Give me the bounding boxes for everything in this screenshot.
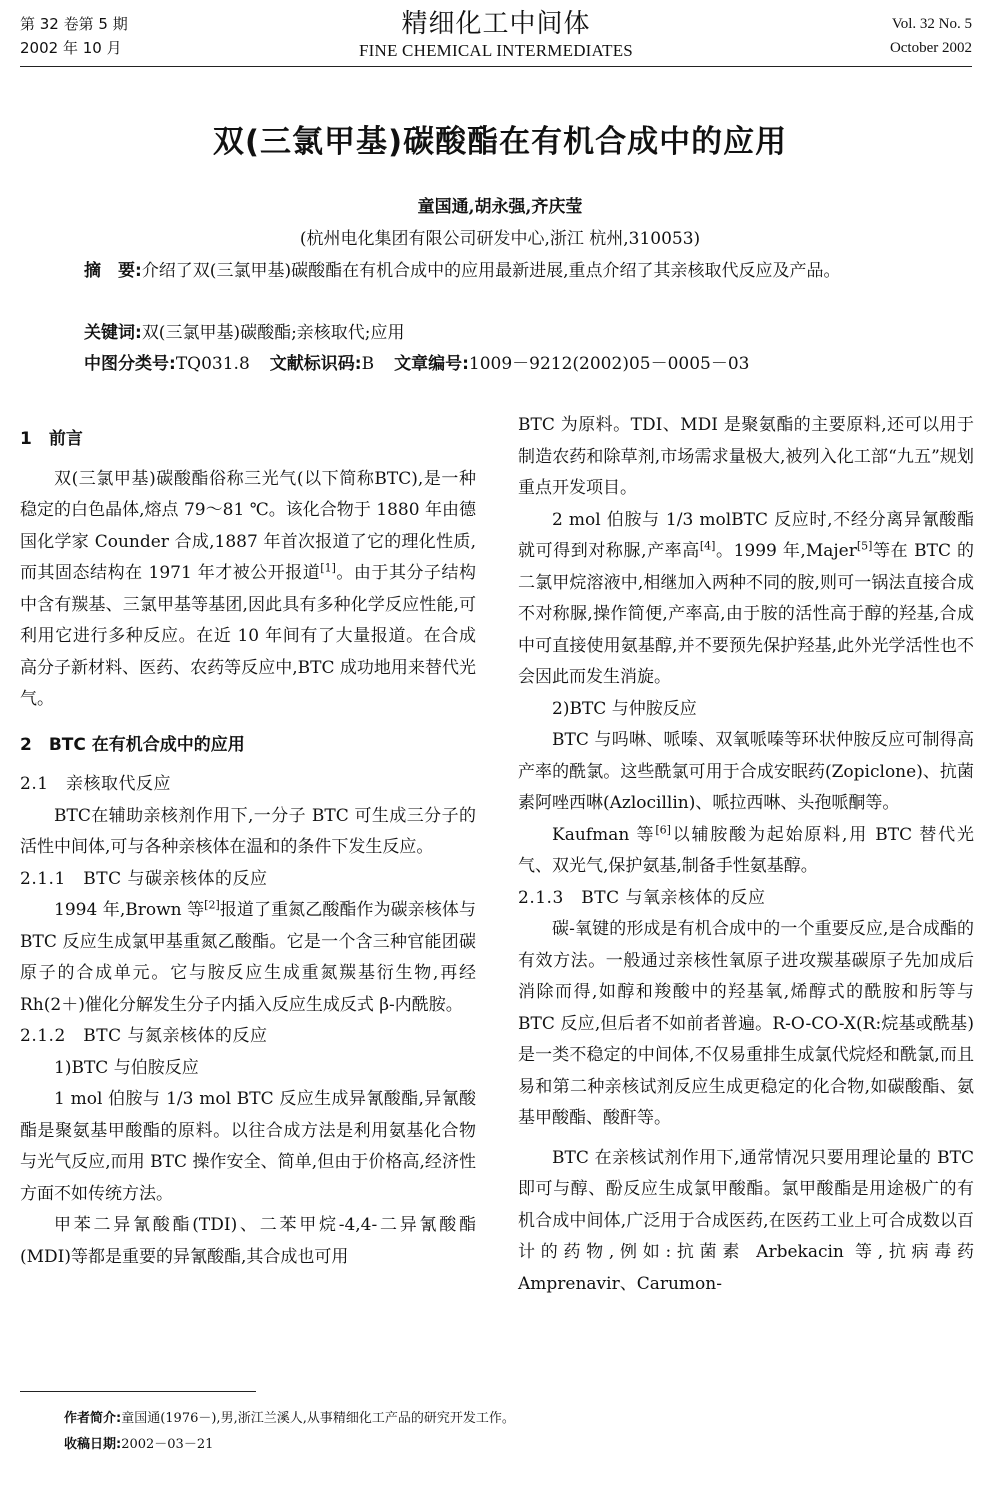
- footnote-date-text: 2002－03－21: [121, 1437, 214, 1452]
- paragraph: 碳-氧键的形成是有机合成中的一个重要反应,是合成酯的有效方法。一般通过亲核性氧原子进攻羰基碳原子先加成后消除而得,如醇和羧酸中的羟基氧,烯醇式的酰胺和肟等与 BTC 反应,但后者不如前者普遍。R-O-CO-X(R:烷基或酰基)是一类不稳定的中间体,不仅易重排生成氯代烷烃和酰氯,而且易和第二种亲核试剂反应生成更稳定的化合物,如碳酸酯、氨基甲酸酯、酸酐等。: [518, 919, 974, 1128]
- citation-ref: [2]: [204, 898, 220, 912]
- subsection-heading-2-1-3: 2.1.3 BTC 与氧亲核体的反应: [518, 887, 766, 908]
- paragraph: [518, 820, 974, 883]
- header-date-en: October 2002: [889, 40, 972, 56]
- citation-ref: [5]: [856, 539, 873, 553]
- paragraph-text: 2 mol 伯胺与 1/3 molBTC 反应时,不经分离异氰酸酯就可得到对称脲,产率高: [518, 509, 974, 561]
- clc-label: 中图分类号:: [84, 354, 176, 374]
- article-number-label: 文章编号:: [394, 354, 469, 374]
- paragraph: [20, 464, 476, 716]
- list-item: 1)BTC 与伯胺反应: [54, 1057, 199, 1078]
- clc-value: TQ031.8: [175, 354, 250, 374]
- right-column: [518, 410, 974, 1300]
- header-date-cn: 2002 年 10 月: [20, 39, 122, 57]
- journal-name-en: FINE CHEMICAL INTERMEDIATES: [359, 41, 633, 60]
- paragraph: [518, 505, 974, 694]
- citation-ref: [1]: [320, 561, 336, 575]
- citation-ref: [6]: [655, 822, 671, 836]
- paper-affiliation: (杭州电化集团有限公司研发中心,浙江 杭州,310053): [299, 229, 701, 249]
- paper-title: 双(三氯甲基)碳酸酯在有机合成中的应用: [212, 124, 788, 160]
- subsection-heading-2-1-2: 2.1.2 BTC 与氮亲核体的反应: [20, 1026, 268, 1046]
- paragraph-text: 1994 年,Brown 等: [54, 900, 205, 920]
- footnote-divider: [20, 1391, 256, 1392]
- footnote-date-label: 收稿日期:: [64, 1437, 122, 1452]
- header-volume-en: Vol. 32 No. 5: [891, 16, 972, 32]
- paragraph-text: Kaufman 等: [552, 824, 656, 845]
- doc-code-value: B: [361, 354, 375, 374]
- paragraph-text: 以辅胺酸为起始原料,用 BTC 替代光气、双光气,保护氨基,制备手性氨基醇。: [518, 824, 974, 876]
- keywords-label: 关键词:: [84, 323, 142, 343]
- section-heading-1: 1 前言: [20, 429, 83, 449]
- footnote-author-text: 童国通(1976－),男,浙江兰溪人,从事精细化工产品的研究开发工作。: [121, 1411, 515, 1426]
- paragraph: [20, 895, 476, 1021]
- footnote-received-date: [64, 1434, 213, 1456]
- paragraph-text: 报道了重氮乙酸酯作为碳亲核体与 BTC 反应生成氯甲基重氮乙酸酯。它是一个含三种官能团碳原子的合成单元。它与胺反应生成重氮羰基衍生物,再经 Rh(2＋)催化分解发生分子内插入反应生成反式 β-内酰胺。: [20, 900, 476, 1015]
- paragraph: 1 mol 伯胺与 1/3 mol BTC 反应生成异氰酸酯,异氰酸酯是聚氨基甲酸酯的原料。以往合成方法是利用氨基化合物与光气反应,而用 BTC 操作安全、简单,但由于价格高,经济性方面不如传统方法。: [20, 1089, 476, 1204]
- abstract: [84, 256, 928, 287]
- list-item: 2)BTC 与仲胺反应: [552, 698, 697, 719]
- classification-line: [84, 349, 928, 380]
- paragraph: BTC 为原料。TDI、MDI 是聚氨酯的主要原料,还可以用于制造农药和除草剂,市场需求量极大,被列入化工部“九五”规划重点开发项目。: [518, 415, 974, 498]
- subsection-heading-2-1-1: 2.1.1 BTC 与碳亲核体的反应: [20, 868, 268, 889]
- footnote-author: [64, 1408, 515, 1430]
- paragraph: 甲苯二异氰酸酯(TDI)、二苯甲烷-4,4-二异氰酸酯(MDI)等都是重要的异氰酸酯,其合成也可用: [20, 1215, 476, 1267]
- header-journal: [20, 8, 972, 62]
- header-issue-en: [890, 12, 972, 60]
- paragraph: BTC 与吗啉、哌嗪、双氧哌嗪等环状仲胺反应可制得高产率的酰氯。这些酰氯可用于合成安眠药(Zopiclone)、抗菌素阿唑西啉(Azlocillin)、哌拉西啉、头孢哌酮等。: [518, 730, 974, 813]
- doc-code-label: 文献标识码:: [269, 354, 362, 374]
- keywords: [84, 318, 928, 349]
- header-volume-issue: 第 32 卷第 5 期: [20, 15, 128, 33]
- paragraph-text: 。由于其分子结构中含有羰基、三氯甲基等基团,因此具有多种化学反应性能,可利用它进行多种反应。在近 10 年间有了大量报道。在合成高分子新材料、医药、农药等反应中,BTC 成功地用来替代光气。: [20, 563, 476, 709]
- paragraph: BTC 在亲核试剂作用下,通常情况只要用理论量的 BTC 即可与醇、酚反应生成氯甲酸酯。氯甲酸酯是用途极广的有机合成中间体,广泛用于合成医药,在医药工业上可合成数以百计的药物,例如:抗菌素 Arbekacin 等,抗病毒药 Amprenavir、Carumon-: [518, 1147, 974, 1294]
- section-heading-2: 2 BTC 在有机合成中的应用: [20, 734, 245, 755]
- paragraph-text: 双(三氯甲基)碳酸酯俗称三光气(以下简称BTC),是一种稳定的白色晶体,熔点 79～81 ℃。该化合物于 1880 年由德国化学家 Counder 合成,1887 年首次报道了它的理化性质,而其固态结构在 1971 年才被公开报道: [20, 468, 476, 583]
- keywords-text: 双(三氯甲基)碳酸酯;亲核取代;应用: [141, 323, 405, 343]
- citation-ref: [4]: [699, 539, 716, 553]
- paragraph-text: 等在 BTC 的二氯甲烷溶液中,相继加入两种不同的胺,则可一锅法直接合成不对称脲,操作简便,产率高,由于胺的活性高于醇的羟基,合成中可直接使用氨基醇,并不要预先保护羟基,此外光学活性也不会因此而发生消旋。: [518, 541, 974, 687]
- abstract-label: 摘 要:: [84, 261, 142, 281]
- left-column: [20, 410, 476, 1273]
- paragraph: BTC在辅助亲核剂作用下,一分子 BTC 可生成三分子的活性中间体,可与各种亲核体在温和的条件下发生反应。: [20, 805, 476, 857]
- journal-name-cn: 精细化工中间体: [401, 9, 591, 39]
- article-number-value: 1009－9212(2002)05－0005－03: [468, 354, 750, 374]
- abstract-text: 介绍了双(三氯甲基)碳酸酯在有机合成中的应用最新进展,重点介绍了其亲核取代反应及产品。: [141, 261, 841, 281]
- paragraph-text: 。1999 年,Majer: [715, 541, 857, 561]
- footnote-author-label: 作者简介:: [64, 1411, 122, 1426]
- running-header: [20, 8, 972, 67]
- subsection-heading-2-1: 2.1 亲核取代反应: [20, 774, 172, 794]
- paper-authors: 童国通,胡永强,齐庆莹: [417, 197, 583, 217]
